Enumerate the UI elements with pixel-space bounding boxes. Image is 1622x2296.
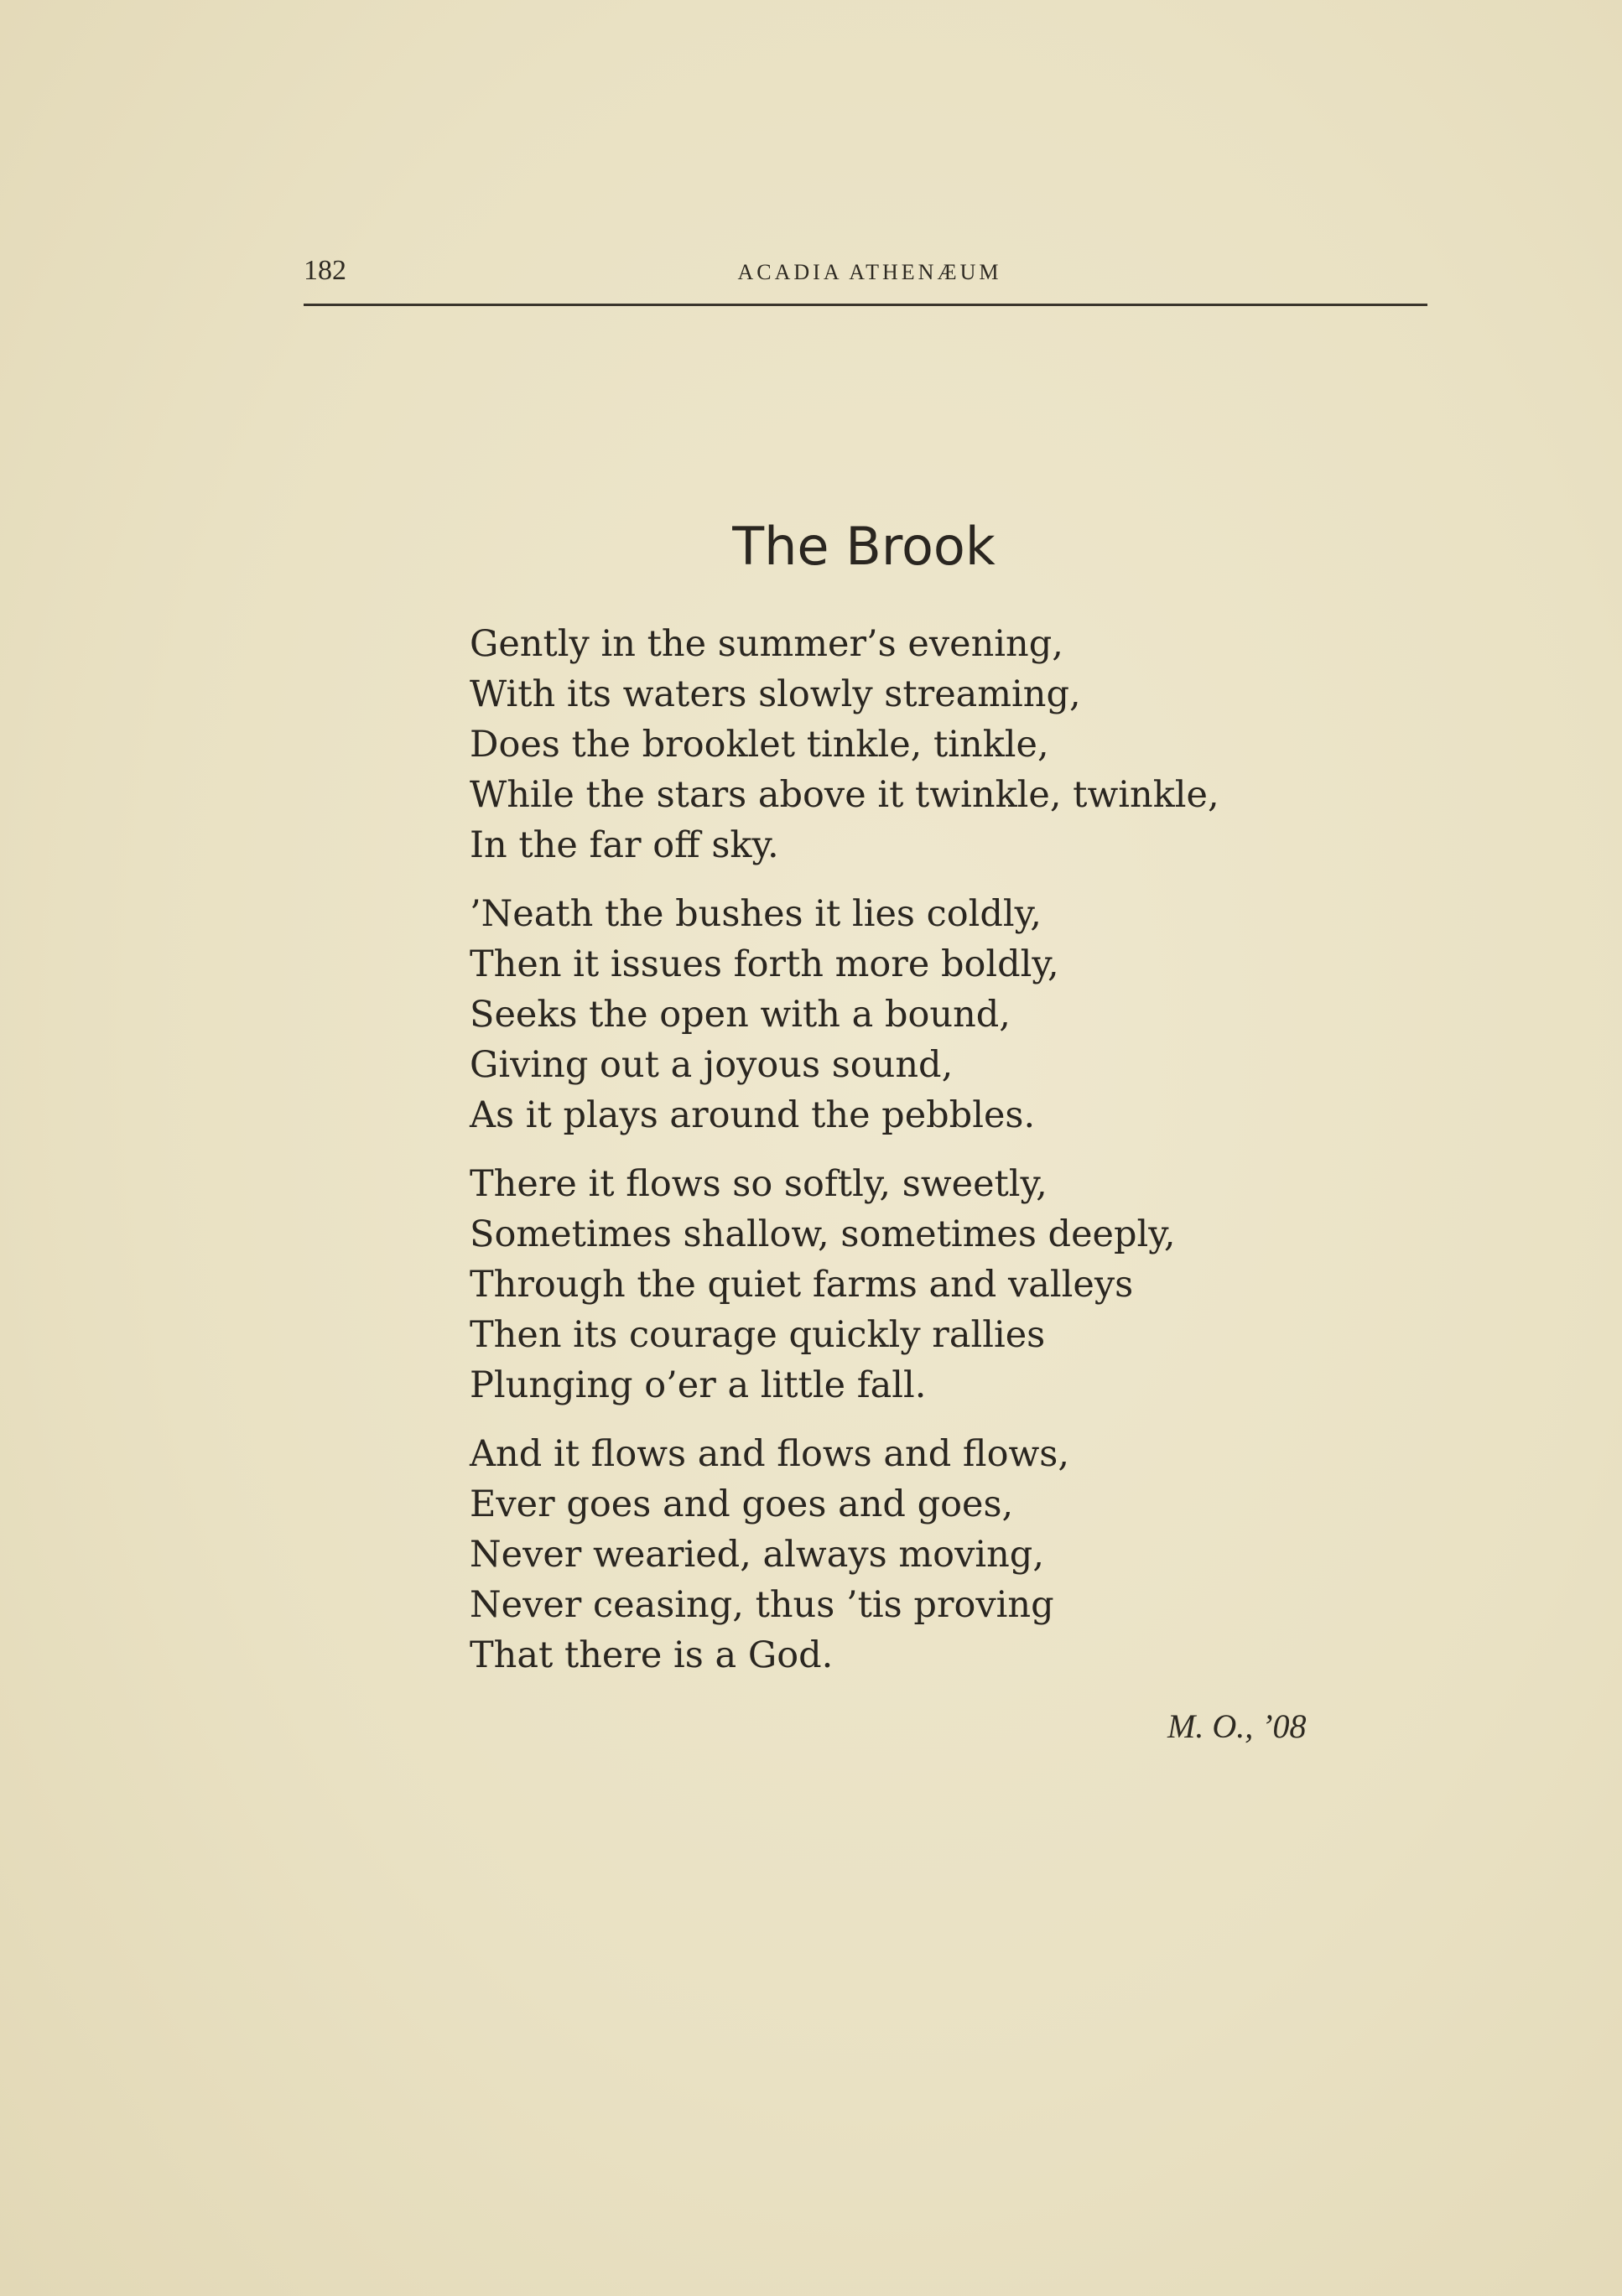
- poem-body: [470, 619, 1392, 1699]
- stanza-1: [470, 619, 1392, 870]
- poem-line: Then it issues forth more boldly,: [470, 943, 1059, 985]
- journal-title: ACADIA ATHENÆUM: [737, 260, 1002, 284]
- poem-line: As it plays around the pebbles.: [470, 1094, 1036, 1136]
- header-rule: [304, 304, 1427, 306]
- poem-line: Does the brooklet tinkle, tinkle,: [470, 724, 1049, 766]
- author-signature: M. O., ’08: [1167, 1707, 1307, 1745]
- poem-line: With its waters slowly streaming,: [470, 673, 1081, 715]
- poem-line: Giving out a joyous sound,: [470, 1044, 954, 1086]
- poem-line: Seeks the open with a bound,: [470, 994, 1011, 1036]
- poem-line: Through the quiet farms and valleys: [470, 1264, 1134, 1306]
- stanza-4: [470, 1429, 1392, 1680]
- stanza-2: [470, 889, 1392, 1140]
- poem-line: Never ceasing, thus ’tis proving: [470, 1584, 1054, 1626]
- poem-line: Gently in the summer’s evening,: [470, 623, 1063, 665]
- poem-line: Plunging o’er a little fall.: [470, 1364, 927, 1406]
- poem-line: There it flows so softly, sweetly,: [470, 1163, 1048, 1205]
- poem-line: ’Neath the bushes it lies coldly,: [470, 893, 1042, 935]
- poem-line: Never wearied, always moving,: [470, 1534, 1044, 1576]
- poem-line: Then its courage quickly rallies: [470, 1314, 1046, 1356]
- poem-line: That there is a God.: [470, 1634, 834, 1676]
- page-number: 182: [304, 255, 346, 286]
- poem-line: Ever goes and goes and goes,: [470, 1483, 1014, 1525]
- poem-line: In the far off sky.: [470, 824, 779, 866]
- poem-line: Sometimes shallow, sometimes deeply,: [470, 1213, 1176, 1255]
- poem-line: And it flows and flows and flows,: [470, 1433, 1070, 1475]
- poem-line: While the stars above it twinkle, twinkle,: [470, 774, 1219, 816]
- running-head: [304, 252, 1427, 310]
- stanza-3: [470, 1159, 1392, 1410]
- poem-title: The Brook: [732, 516, 996, 577]
